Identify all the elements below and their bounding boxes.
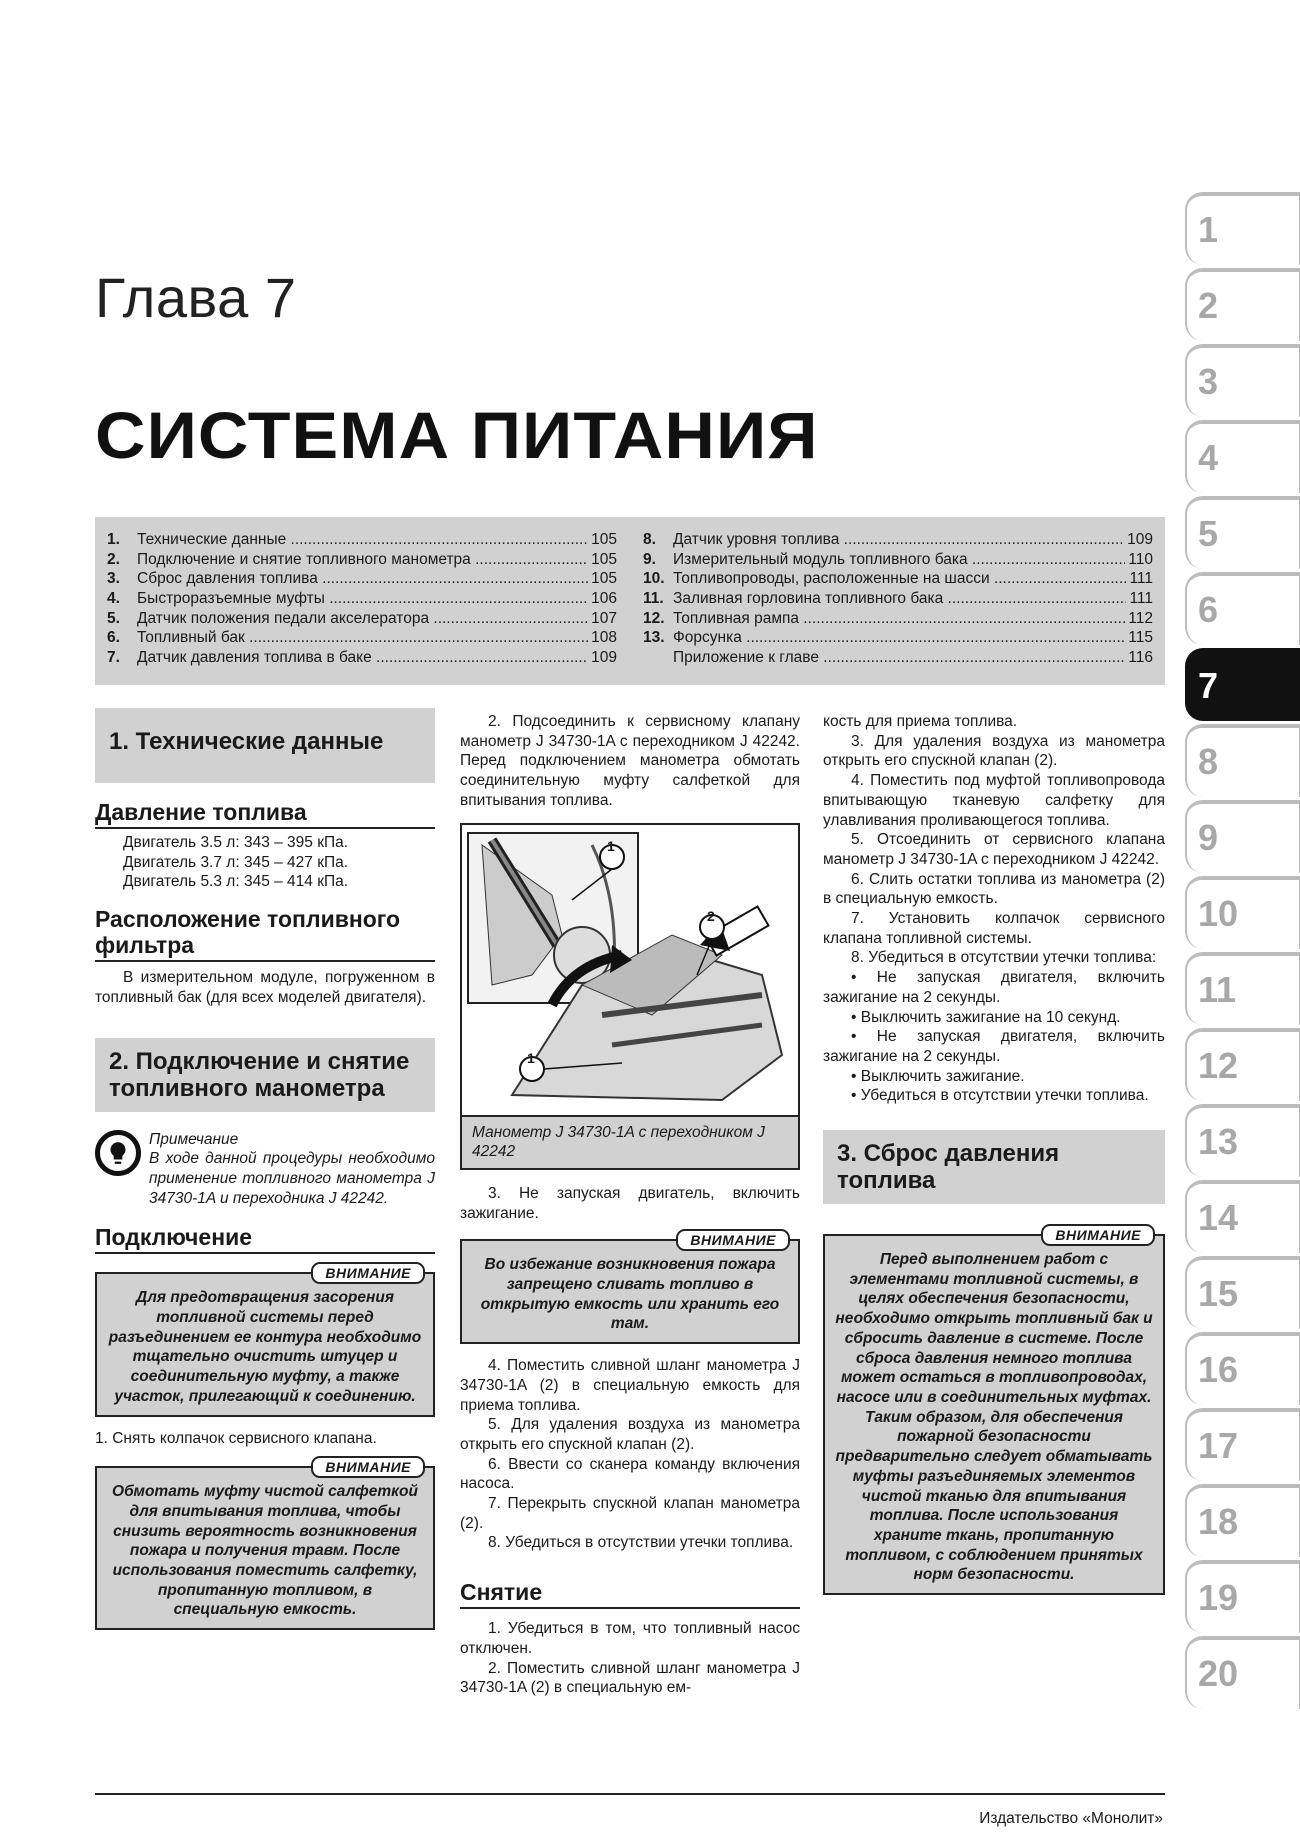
toc-entry-page: 109: [1127, 531, 1153, 548]
step-text: 4. Поместить под муфтой топливопровода впитывающую тканевую салфетку для улавливания проливающегося топлива.: [823, 772, 1165, 829]
callout-1b: 1: [527, 1049, 535, 1066]
chapter-label: Глава 7: [95, 266, 297, 329]
subheading-fuel-pressure: Давление топлива: [95, 799, 435, 829]
chapter-tab-16[interactable]: 16: [1185, 1332, 1300, 1405]
toc-entry[interactable]: [643, 569, 1153, 589]
toc-entry-title: Быстроразъемные муфты .....: [137, 589, 588, 609]
step-text: 5. Отсоединить от сервисного клапана манометр J 34730-1A с переходником J 42242.: [823, 831, 1165, 868]
note-text: В ходе данной процедуры необходимо применение топливного манометра J 34730-1A и переходника J 42242.: [149, 1150, 435, 1207]
toc-entry-page: 105: [591, 570, 617, 588]
warning-text: Обмотать муфту чистой салфеткой для впитывания топлива, чтобы снизить вероятность возникновения пожара и получения травм. После использования поместить салфетку, пропитанную топливом, в специальную емкость.: [112, 1483, 418, 1619]
publisher-footer: Издательство «Монолит»: [979, 1810, 1163, 1827]
toc-entry[interactable]: [107, 550, 617, 570]
toc-entry-number: [643, 648, 673, 668]
toc-entry-title: Датчик положения педали акселератора .....: [137, 609, 588, 629]
pressure-line: Двигатель 3.5 л: 343 – 395 кПа.: [123, 834, 349, 851]
warning-box-3: [460, 1232, 800, 1344]
pressure-line: Двигатель 5.3 л: 345 – 414 кПа.: [123, 873, 349, 891]
chapter-tab-15[interactable]: 15: [1185, 1256, 1300, 1329]
step-text: 1. Снять колпачок сервисного клапана.: [95, 1429, 377, 1447]
toc-entry-number: 9.: [643, 550, 656, 568]
toc-entry-number: 7.: [107, 649, 120, 667]
chapter-tab-20[interactable]: 20: [1185, 1636, 1300, 1709]
bullet-text: • Выключить зажигание.: [851, 1067, 1025, 1085]
toc-entry[interactable]: [107, 648, 617, 668]
column-1: [95, 708, 435, 1630]
chapter-tab-1[interactable]: 1: [1185, 192, 1300, 265]
toc-entry-title: Датчик давления топлива в баке .....: [137, 648, 588, 668]
toc-entry[interactable]: [107, 589, 617, 609]
toc-entry-page: 105: [591, 531, 617, 548]
toc-entry[interactable]: [643, 589, 1153, 609]
toc-entry-number: 2.: [107, 550, 120, 568]
toc-entry-number: 13.: [643, 629, 665, 647]
note-bulb-icon: [95, 1130, 141, 1176]
toc-entry-number: 4.: [107, 590, 120, 608]
step-text: 4. Поместить сливной шланг манометра J 34730-1A (2) в специальную емкость для приема топлива.: [460, 1357, 800, 1414]
callout-2: 2: [707, 907, 715, 924]
section-heading-1: 1. Технические данные: [95, 708, 435, 783]
toc-entry-number: 5.: [107, 609, 120, 627]
toc-right-column: [643, 530, 1153, 668]
toc-entry-title: Форсунка .....: [673, 628, 1125, 648]
continued-text: кость для приема топлива.: [823, 713, 1018, 730]
toc-entry-title: Технические данные .....: [137, 530, 588, 550]
toc-entry-page: 106: [591, 590, 617, 608]
steps-list: [823, 732, 1165, 1106]
toc-entry[interactable]: [107, 609, 617, 629]
chapter-tab-8[interactable]: 8: [1185, 724, 1300, 797]
note-title: Примечание: [149, 1130, 239, 1148]
step-text: 8. Убедиться в отсутствии утечки топлива:: [851, 949, 1157, 967]
bullet-text: • Не запуская двигателя, включить зажигание на 2 секунды.: [823, 969, 1165, 1006]
toc-entry-page: 109: [591, 649, 617, 667]
chapter-title: СИСТЕМА ПИТАНИЯ: [95, 398, 819, 472]
warning-text: Во избежание возникновения пожара запрещено сливать топливо в открытую емкость или хранить его там.: [480, 1256, 780, 1333]
warning-label: ВНИМАНИЕ: [311, 1456, 425, 1478]
toc-entry-number: 12.: [643, 609, 665, 627]
toc-entry[interactable]: [107, 628, 617, 648]
toc-entry-number: 10.: [643, 570, 665, 588]
step-text: 6. Ввести со сканера команду включения насоса.: [460, 1455, 800, 1493]
toc-entry-title: Топливопроводы, расположенные на шасси .....: [673, 569, 1126, 589]
chapter-tab-13[interactable]: 13: [1185, 1104, 1300, 1177]
toc-entry-page: 111: [1129, 590, 1153, 608]
chapter-tab-17[interactable]: 17: [1185, 1408, 1300, 1481]
warning-label: ВНИМАНИЕ: [311, 1262, 425, 1284]
gauge-illustration: [462, 825, 798, 1110]
toc-entry-title: Датчик уровня топлива .....: [673, 530, 1124, 550]
chapter-tab-9[interactable]: 9: [1185, 800, 1300, 873]
subheading-filter-location: Расположение топливного фильтра: [95, 906, 435, 962]
step-text: 7. Перекрыть спускной клапан манометра (2).: [460, 1495, 800, 1532]
steps-list: [460, 1356, 800, 1553]
chapter-tab-14[interactable]: 14: [1185, 1180, 1300, 1253]
callout-1: 1: [607, 837, 615, 854]
step-text: 2. Поместить сливной шланг манометра J 34730-1A (2) в специальную ем-: [460, 1659, 800, 1697]
column-2: [460, 712, 800, 1698]
warning-label: ВНИМАНИЕ: [1041, 1224, 1155, 1246]
toc-entry-title: Заливная горловина топливного бака .....: [673, 589, 1126, 609]
toc-entry[interactable]: [107, 569, 617, 589]
footer-divider: [95, 1793, 1165, 1795]
toc-entry[interactable]: [107, 530, 617, 550]
subheading-removal: Снятие: [460, 1579, 800, 1609]
step-text: 1. Убедиться в том, что топливный насос отключен.: [460, 1620, 800, 1657]
toc-left-column: [107, 530, 617, 668]
toc-entry-page: 108: [591, 629, 617, 647]
chapter-tab-7[interactable]: 7: [1185, 648, 1300, 721]
chapter-tabs: [1185, 192, 1300, 1712]
removal-list: [460, 1619, 800, 1698]
section-heading-2: 2. Подключение и снятие топливного манометра: [95, 1038, 435, 1112]
bullet-text: • Убедиться в отсутствии утечки топлива.: [851, 1087, 1149, 1105]
bullet-text: • Не запуская двигателя, включить зажигание на 2 секунды.: [823, 1028, 1165, 1065]
toc-entry-page: 112: [1128, 609, 1153, 627]
toc-entry[interactable]: [643, 628, 1153, 648]
toc-entry-page: 111: [1129, 570, 1153, 588]
toc-entry-title: Сброс давления топлива .....: [137, 569, 588, 589]
filter-location-text: В измерительном модуле, погруженном в топливный бак (для всех моделей двигателя).: [95, 969, 435, 1006]
toc-entry-number: 1.: [107, 531, 120, 548]
chapter-tab-18[interactable]: 18: [1185, 1484, 1300, 1557]
step-text: 2. Подсоединить к сервисному клапану манометр J 34730-1A с переходником J 42242. Перед подключением манометра обмотать соединительную муфту салфеткой для впитывания топлива.: [460, 713, 800, 809]
warning-box-2: [95, 1459, 435, 1630]
warning-box-4: [823, 1227, 1165, 1595]
chapter-tab-11[interactable]: 11: [1185, 952, 1300, 1025]
pressure-list: [95, 833, 435, 892]
toc-entry-number: 8.: [643, 531, 656, 548]
step-text: 3. Не запуская двигатель, включить зажигание.: [460, 1184, 800, 1222]
toc-entry-page: 105: [591, 550, 617, 568]
step-text: 8. Убедиться в отсутствии утечки топлива.: [488, 1534, 794, 1552]
chapter-tab-3[interactable]: 3: [1185, 344, 1300, 417]
toc-entry-number: 11.: [643, 590, 664, 608]
pressure-line: Двигатель 3.7 л: 345 – 427 кПа.: [123, 853, 349, 871]
toc-entry[interactable]: [643, 530, 1153, 550]
toc-entry-page: 110: [1128, 550, 1153, 568]
note-block: [95, 1130, 435, 1209]
toc-entry-number: 6.: [107, 629, 120, 647]
chapter-tab-10[interactable]: 10: [1185, 876, 1300, 949]
toc-entry-page: 115: [1128, 629, 1153, 647]
step-text: 5. Для удаления воздуха из манометра открыть его спускной клапан (2).: [460, 1416, 800, 1453]
column-3: [823, 712, 1165, 1595]
step-text: 7. Установить колпачок сервисного клапана топливной системы.: [823, 910, 1165, 947]
chapter-tab-2[interactable]: 2: [1185, 268, 1300, 341]
table-of-contents: [95, 517, 1165, 685]
toc-entry-page: 116: [1128, 649, 1153, 667]
toc-entry-title: Подключение и снятие топливного манометра .....: [137, 550, 588, 570]
warning-text: Перед выполнением работ с элементами топливной системы, в целях обеспечения безопасности, необходимо открыть топливный бак и сбросить давление в системе. После сброса давления немного топлива может остаться в топливопроводах, насосе или в соединительных муфтах. Таким образом, для обеспечения пожарной безопасности предварительно следует обматывать муфты разъединяемых элементов чистой тканью для впитывания топлива. После использования храните ткань, пропитанную топливом, с соблюдением принятых норм безопасности.: [835, 1251, 1153, 1584]
bullet-text: • Выключить зажигание на 10 секунд.: [851, 1008, 1121, 1026]
chapter-tab-4[interactable]: 4: [1185, 420, 1300, 493]
toc-entry-number: 3.: [107, 570, 120, 588]
step-text: 3. Для удаления воздуха из манометра открыть его спускной клапан (2).: [823, 732, 1165, 770]
step-text: 6. Слить остатки топлива из манометра (2) в специальную емкость.: [823, 870, 1165, 908]
warning-box-1: [95, 1265, 435, 1416]
chapter-tab-5[interactable]: 5: [1185, 496, 1300, 569]
toc-entry[interactable]: [643, 609, 1153, 629]
toc-entry-title: Топливная рампа .....: [673, 609, 1125, 629]
chapter-tab-6[interactable]: 6: [1185, 572, 1300, 645]
toc-entry-title: Топливный бак .....: [137, 628, 588, 648]
subheading-connection: Подключение: [95, 1224, 435, 1254]
toc-entry-title: Приложение к главе .....: [673, 648, 1125, 668]
warning-label: ВНИМАНИЕ: [676, 1229, 790, 1251]
toc-entry[interactable]: [643, 648, 1153, 668]
warning-text: Для предотвращения засорения топливной системы перед разъединением ее контура необходимо тщательно очистить штуцер и соединительную муфту, а также участок, прилегающий к соединению.: [108, 1289, 422, 1405]
chapter-tab-12[interactable]: 12: [1185, 1028, 1300, 1101]
toc-entry[interactable]: [643, 550, 1153, 570]
toc-entry-title: Измерительный модуль топливного бака .....: [673, 550, 1125, 570]
chapter-tab-19[interactable]: 19: [1185, 1560, 1300, 1633]
figure-caption: Манометр J 34730-1A с переходником J 42242: [462, 1115, 798, 1168]
figure: [460, 823, 800, 1170]
section-heading-3: 3. Сброс давления топлива: [823, 1130, 1165, 1204]
toc-entry-page: 107: [591, 609, 617, 627]
